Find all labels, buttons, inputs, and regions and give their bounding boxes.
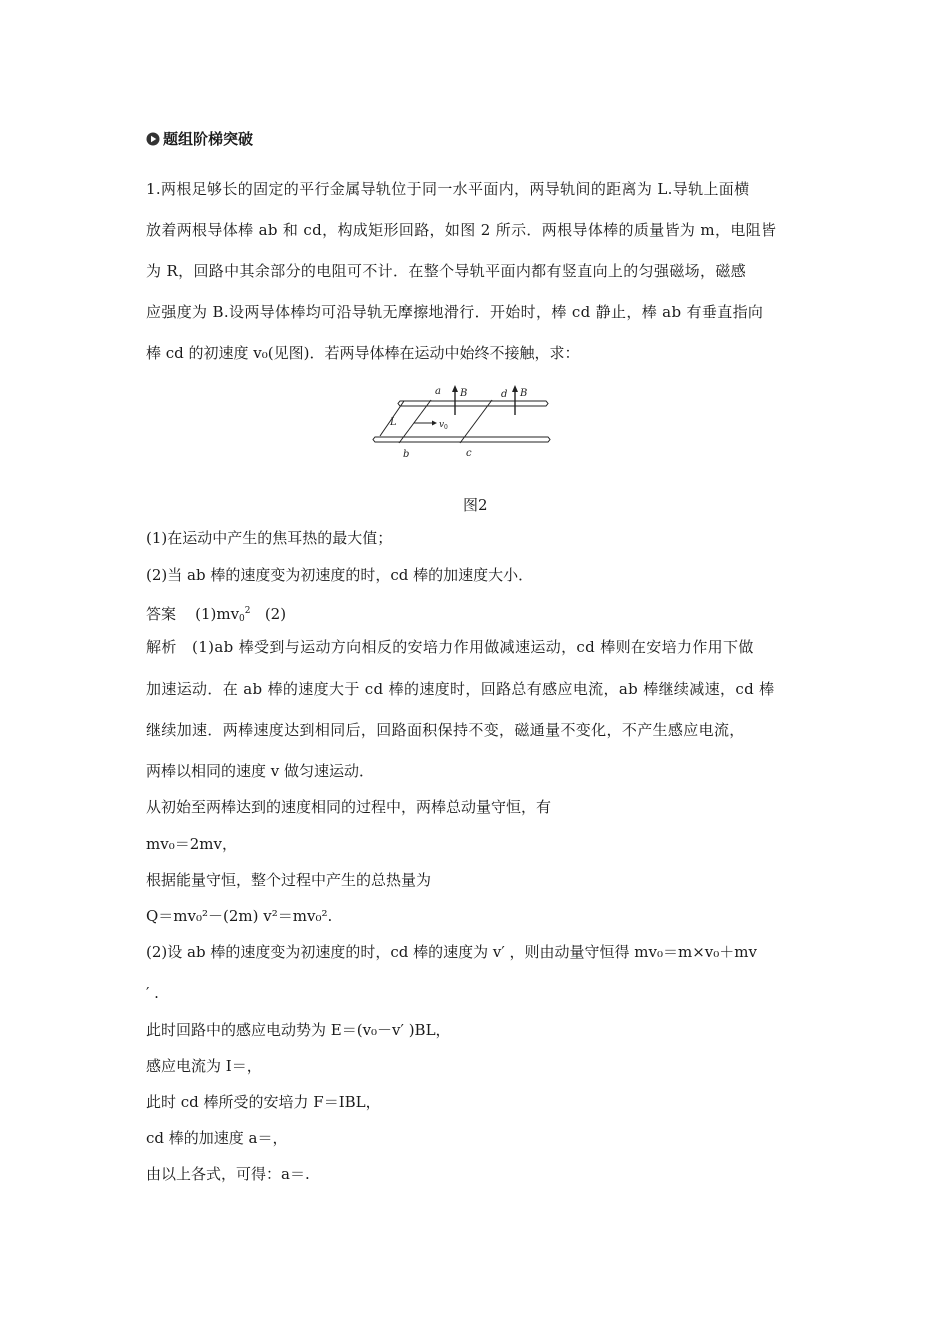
problem-line: 棒 cd 的初速度 v₀(见图)．若两导体棒在运动中始终不接触，求： (146, 344, 580, 362)
solution-line: (2)设 ab 棒的速度变为初速度的时，cd 棒的速度为 v′ ，则由动量守恒得 mv₀＝m×v₀＋mv (146, 943, 757, 961)
solution-line: 此时 cd 棒所受的安培力 F＝IBL， (146, 1093, 381, 1111)
solution-line: Q＝mv₀²－(2m) v²＝mv₀². (146, 907, 333, 925)
label-v: v (439, 420, 445, 430)
solution-line: 感应电流为 I＝， (146, 1057, 262, 1075)
figure-caption: 图2 (463, 496, 488, 514)
solution-line: 从初始至两棒达到的速度相同的过程中，两棒总动量守恒，有 (146, 798, 552, 816)
question-line: (1)在运动中产生的焦耳热的最大值； (146, 529, 393, 547)
solution-line: 加速运动．在 ab 棒的速度大于 cd 棒的速度时，回路总有感应电流，ab 棒继续减速，cd 棒 (146, 680, 775, 698)
problem-line: 放着两根导体棒 ab 和 cd，构成矩形回路，如图 2 所示．两根导体棒的质量皆为 m，电阻皆 (146, 221, 777, 239)
label-b-field: B (460, 388, 468, 399)
label-b-field-2: B (520, 388, 528, 399)
answer-sub: 0 (239, 614, 245, 624)
solution-line: 解析 (1)ab 棒受到与运动方向相反的安培力作用做减速运动，cd 棒则在安培力作用下做 (146, 638, 754, 656)
question-line: (2)当 ab 棒的速度变为初速度的时，cd 棒的加速度大小． (146, 566, 534, 584)
solution-line: 两棒以相同的速度 v 做匀速运动． (146, 762, 375, 780)
problem-line: 应强度为 B.设两导体棒均可沿导轨无摩擦地滑行．开始时，棒 cd 静止，棒 ab 有垂直指向 (146, 303, 764, 321)
solution-line: 此时回路中的感应电动势为 E＝(v₀－v′ )BL， (146, 1021, 451, 1039)
solution-line: 根据能量守恒，整个过程中产生的总热量为 (146, 871, 432, 889)
problem-line: 1.两根足够长的固定的平行金属导轨位于同一水平面内，两导轨间的距离为 L.导轨上面横 (146, 180, 750, 198)
solution-line: 由以上各式，可得：a＝. (146, 1165, 310, 1183)
label-d: d (501, 389, 508, 400)
answer-label: 答案 (146, 605, 177, 623)
answer-part2: (2) (264, 605, 287, 623)
label-c: c (466, 448, 472, 459)
rails-diagram (368, 381, 558, 463)
solution-line: mv₀＝2mv， (146, 835, 237, 853)
solution-line: ′ . (146, 984, 159, 1002)
solution-line: cd 棒的加速度 a＝， (146, 1129, 288, 1147)
problem-line: 为 R，回路中其余部分的电阻可不计．在整个导轨平面内都有竖直向上的匀强磁场，磁感 (146, 262, 747, 280)
label-l: L (390, 417, 397, 428)
answer-part1: (1)mv (195, 605, 240, 623)
section-heading (146, 128, 253, 149)
answer-sup: 2 (244, 606, 251, 616)
label-b: b (403, 449, 410, 460)
label-a: a (435, 386, 441, 397)
label-v-sub: 0 (444, 424, 448, 431)
answer-line (146, 601, 286, 629)
play-circle-icon (146, 132, 160, 146)
section-title: 题组阶梯突破 (163, 130, 254, 148)
solution-line: 继续加速．两棒速度达到相同后，回路面积保持不变，磁通量不变化，不产生感应电流， (146, 721, 745, 739)
